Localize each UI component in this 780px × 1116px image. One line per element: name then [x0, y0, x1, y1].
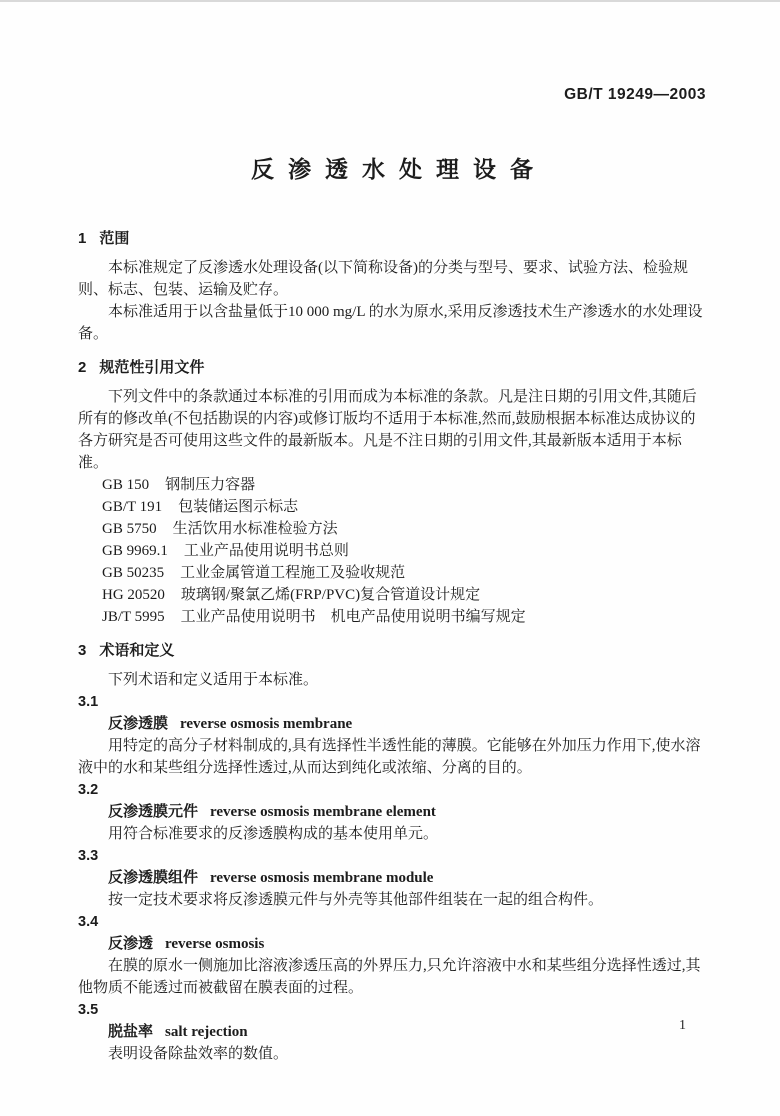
term-name-zh: 反渗透膜	[108, 715, 169, 732]
section-scope	[78, 228, 706, 345]
section-number: 1	[78, 230, 87, 247]
term-block-3-3	[78, 845, 706, 911]
reference-title: 钢制压力容器	[165, 477, 256, 493]
section-heading-terms	[78, 640, 706, 661]
term-definition: 在膜的原水一侧施加比溶液渗透压高的外界压力,只允许溶液中水和某些组分选择性透过,其他物质不能透过而被截留在膜表面的过程。	[78, 958, 701, 996]
document-title: 反渗透水处理设备	[251, 156, 547, 182]
reference-item	[102, 562, 706, 584]
reference-title: 工业产品使用说明书总则	[183, 543, 349, 559]
term-name-en: salt rejection	[165, 1024, 248, 1040]
section-normative-references	[78, 357, 706, 628]
reference-code: HG 20520	[102, 587, 165, 603]
term-name	[78, 1021, 706, 1043]
term-name-en: reverse osmosis membrane module	[210, 870, 434, 886]
reference-item	[102, 474, 706, 496]
reference-code: GB 5750	[102, 521, 157, 537]
term-definition: 按一定技术要求将反渗透膜元件与外壳等其他部件组装在一起的组合构件。	[108, 892, 604, 908]
section-heading-scope	[78, 228, 706, 249]
section-heading-references	[78, 357, 706, 378]
term-name-zh: 反渗透	[108, 935, 154, 952]
term-name	[78, 713, 706, 735]
term-number: 3.2	[78, 782, 99, 798]
term-name	[78, 867, 706, 889]
reference-item	[102, 496, 706, 518]
section-number: 2	[78, 359, 87, 376]
standard-code: GB/T 19249—2003	[564, 86, 706, 103]
reference-code: GB 150	[102, 477, 150, 493]
reference-title: 生活饮用水标准检验方法	[172, 521, 338, 537]
reference-item	[102, 540, 706, 562]
term-definition: 用特定的高分子材料制成的,具有选择性半透性能的薄膜。它能够在外加压力作用下,使水溶液中的水和某些组分选择性透过,从而达到纯化或浓缩、分离的目的。	[78, 738, 701, 776]
reference-code: GB 9969.1	[102, 543, 168, 559]
section-title: 术语和定义	[99, 642, 175, 659]
term-name-en: reverse osmosis membrane	[180, 716, 353, 732]
term-name-en: reverse osmosis	[165, 936, 265, 952]
term-name-zh: 反渗透膜组件	[108, 869, 199, 886]
section-terms-definitions	[78, 640, 706, 1065]
reference-title: 包装储运图示标志	[178, 499, 299, 515]
reference-title: 工业产品使用说明书 机电产品使用说明书编写规定	[180, 609, 526, 625]
term-name	[78, 933, 706, 955]
term-name-zh: 脱盐率	[108, 1023, 154, 1040]
term-number: 3.3	[78, 848, 99, 864]
term-block-3-5	[78, 999, 706, 1065]
term-name-zh: 反渗透膜元件	[108, 803, 199, 820]
section-title: 范围	[99, 230, 130, 247]
reference-code: JB/T 5995	[102, 609, 165, 625]
paragraph-references-intro: 下列文件中的条款通过本标准的引用而成为本标准的条款。凡是注日期的引用文件,其随后所有的修改单(不包括勘误的内容)或修订版均不适用于本标准,然而,鼓励根据本标准达成协议的各方研究是否可使用这些文件的最新版本。凡是不注日期的引用文件,其最新版本适用于本标准。	[78, 389, 697, 471]
paragraph-terms-intro: 下列术语和定义适用于本标准。	[108, 672, 319, 688]
term-name	[78, 801, 706, 823]
term-block-3-4	[78, 911, 706, 999]
reference-code: GB 50235	[102, 565, 165, 581]
reference-title: 玻璃钢/聚氯乙烯(FRP/PVC)复合管道设计规定	[180, 587, 481, 603]
page-number: 1	[679, 1018, 686, 1033]
reference-item	[102, 606, 706, 628]
term-block-3-1	[78, 691, 706, 779]
term-number: 3.1	[78, 694, 99, 710]
term-block-3-2	[78, 779, 706, 845]
reference-item	[102, 518, 706, 540]
reference-list	[78, 474, 706, 628]
term-number: 3.4	[78, 914, 99, 930]
reference-item	[102, 584, 706, 606]
term-name-en: reverse osmosis membrane element	[210, 804, 436, 820]
term-definition: 用符合标准要求的反渗透膜构成的基本使用单元。	[108, 826, 439, 842]
paragraph-scope-2: 本标准适用于以含盐量低于10 000 mg/L 的水为原水,采用反渗透技术生产渗透水的水处理设备。	[78, 304, 703, 342]
term-definition: 表明设备除盐效率的数值。	[108, 1046, 289, 1062]
paragraph-scope-1: 本标准规定了反渗透水处理设备(以下简称设备)的分类与型号、要求、试验方法、检验规则、标志、包装、运输及贮存。	[78, 260, 688, 298]
term-number: 3.5	[78, 1002, 99, 1018]
reference-code: GB/T 191	[102, 499, 163, 515]
section-number: 3	[78, 642, 87, 659]
reference-title: 工业金属管道工程施工及验收规范	[180, 565, 406, 581]
section-title: 规范性引用文件	[99, 359, 205, 376]
